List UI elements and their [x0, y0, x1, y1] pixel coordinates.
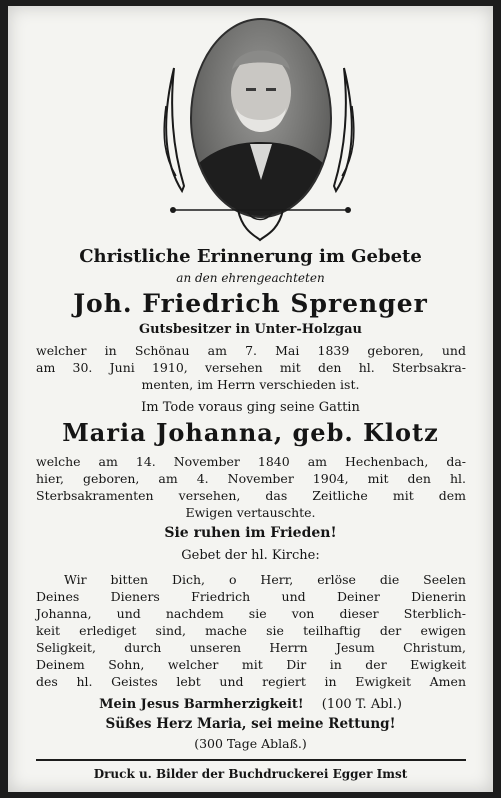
- prayer-line: des hl. Geistes lebt und regiert in Ewigkeit Amen: [36, 674, 466, 689]
- deceased-1-line: am 30. Juni 1910, versehen mit den hl. Sterbsakra-: [36, 360, 466, 375]
- deceased-2-name: Maria Johanna, geb. Klotz: [62, 418, 439, 447]
- deceased-2-line: hier, geboren, am 4. November 1904, mit den hl.: [36, 471, 466, 486]
- deceased-1-name: Joh. Friedrich Sprenger: [73, 289, 428, 318]
- deceased-1-line: welcher in Schönau am 7. Mai 1839 geboren, und: [36, 343, 466, 358]
- prayer-line: Seligkeit, durch unseren Herrn Jesum Christum,: [36, 640, 466, 655]
- transition-text: Im Tode voraus ging seine Gattin: [141, 400, 360, 415]
- portrait-photo: [190, 18, 332, 218]
- prayer-title: Gebet der hl. Kirche:: [181, 548, 320, 563]
- left-leaf-ornament: [156, 66, 188, 196]
- deceased-2-line: Sterbsakramenten versehen, das Zeitliche mit dem: [36, 488, 466, 503]
- flourish-ornament: [168, 202, 353, 242]
- prayer-line: Wir bitten Dich, o Herr, erlöse die Seelen: [64, 572, 466, 587]
- deceased-1-line: menten, im Herrn verschieden ist.: [141, 377, 360, 392]
- deceased-2-line: Ewigen vertauschte.: [185, 505, 316, 520]
- prayer-line: Deines Dieners Friedrich und Deiner Dienerin: [36, 589, 466, 604]
- rest-in-peace: Sie ruhen im Frieden!: [164, 525, 337, 541]
- indulgence-1-note: (100 T. Abl.): [321, 697, 402, 712]
- indulgence-1-text: Mein Jesus Barmherzigkeit!: [99, 697, 304, 712]
- prayer-line: Johanna, und nachdem sie von dieser Sterblich-: [36, 606, 466, 621]
- deceased-2-line: welche am 14. November 1840 am Hechenbach, da-: [36, 454, 466, 469]
- indulgence-2-text: Süßes Herz Maria, sei meine Rettung!: [105, 716, 396, 732]
- prayer-line: keit erlediget sind, mache sie teilhaftig der ewigen: [36, 623, 466, 638]
- right-leaf-ornament: [330, 66, 362, 196]
- indulgence-1: [8, 697, 493, 712]
- printer-footer: Druck u. Bilder der Buchdruckerei Egger Imst: [93, 767, 408, 781]
- footer-rule: [36, 759, 466, 761]
- prayer-line: Deinem Sohn, welcher mit Dir in der Ewigkeit: [36, 657, 466, 672]
- indulgence-2-note: (300 Tage Ablaß.): [194, 736, 307, 751]
- memorial-card: [8, 6, 493, 792]
- deceased-1-occupation: Gutsbesitzer in Unter-Holzgau: [139, 322, 362, 337]
- card-title: Christliche Erinnerung im Gebete: [79, 246, 422, 267]
- card-subtitle: an den ehrengeachteten: [176, 271, 325, 285]
